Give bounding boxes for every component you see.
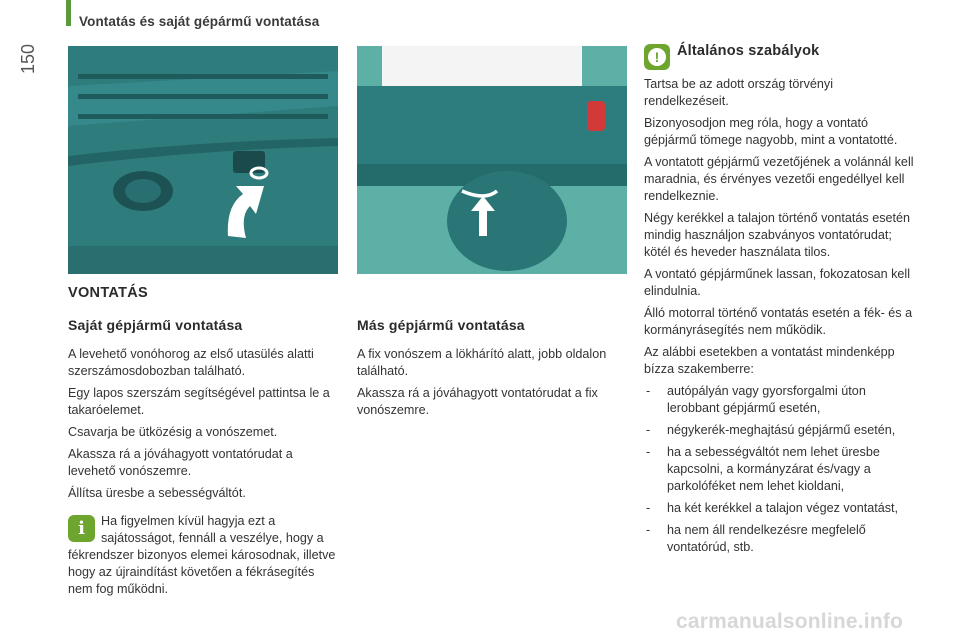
header-accent-bar	[66, 0, 71, 26]
list-item	[644, 522, 919, 556]
list-item-text: ha nem áll rendelkezésre megfelelő vontatórúd, stb.	[667, 523, 866, 554]
paragraph: A vontatott gépjármű vezetőjének a volánnál kell maradnia, és érvényes vezetői engedéllyel kell rendelkeznie.	[644, 155, 914, 203]
rear-bumper-illustration	[357, 46, 627, 274]
paragraph: Tartsa be az adott ország törvényi rendelkezéseit.	[644, 77, 834, 108]
list-item	[644, 422, 919, 439]
general-rules-title: Általános szabályok	[677, 43, 820, 59]
list-dash: -	[646, 523, 651, 537]
info-note-text: Ha figyelmen kívül hagyja ezt a sajátosságot, fennáll a veszélye, hogy a fékrendszer bizonyos elemei károsodnak, illetve hogy az újraindítást követően a fékrásegítés nem fog működni.	[68, 514, 336, 596]
other-vehicle-text	[357, 346, 632, 424]
paragraph: Négy kerékkel a talajon történő vontatás esetén mindig használjon szabványos vontatórudat; kötél és heveder használata tilos.	[644, 211, 911, 259]
list-dash: -	[646, 445, 651, 459]
list-item-text: négykerék-meghajtású gépjármű esetén,	[667, 423, 896, 437]
paragraph: Akassza rá a jóváhagyott vontatórudat a levehető vonószemre.	[68, 447, 293, 478]
own-vehicle-title: Saját gépjármű vontatása	[68, 317, 243, 333]
list-item-text: ha két kerékkel a talajon végez vontatást,	[667, 501, 899, 515]
warning-icon-glyph: !	[648, 48, 666, 66]
own-vehicle-text	[68, 346, 340, 507]
info-note	[68, 513, 340, 598]
list-item	[644, 383, 919, 417]
paragraph: Bizonyosodjon meg róla, hogy a vontató gépjármű tömege nagyobb, mint a vontatotté.	[644, 116, 898, 147]
general-rules-text	[644, 76, 919, 561]
page-number: 150	[18, 43, 38, 74]
list-item	[644, 444, 919, 495]
front-tow-eye-photo	[68, 46, 338, 274]
paragraph: Álló motorral történő vontatás esetén a fék- és a kormányrásegítés nem működik.	[644, 306, 913, 337]
paragraph: Állítsa üresbe a sebességváltót.	[68, 486, 246, 500]
section-title-towing: VONTATÁS	[68, 285, 148, 301]
paragraph: Akassza rá a jóváhagyott vontatórudat a fix vonószemre.	[357, 386, 598, 417]
list-item	[644, 500, 919, 517]
rear-tow-eye-photo	[357, 46, 627, 274]
watermark-text: carmanualsonline.info	[676, 610, 904, 633]
paragraph: Csavarja be ütközésig a vonószemet.	[68, 425, 278, 439]
paragraph: Az alábbi esetekben a vontatást mindenképp bízza szakemberre:	[644, 345, 895, 376]
paragraph: A fix vonószem a lökhárító alatt, jobb oldalon található.	[357, 347, 607, 378]
list-item-text: ha a sebességváltót nem lehet üresbe kapcsolni, a kormányzárat és/vagy a parkolóféket nem lehet kioldani,	[667, 445, 880, 493]
warning-icon	[644, 44, 670, 70]
paragraph: A vontató gépjárműnek lassan, fokozatosan kell elindulnia.	[644, 267, 911, 298]
list-dash: -	[646, 423, 651, 437]
info-icon: i	[68, 515, 95, 542]
page-header-title: Vontatás és saját gépármű vontatása	[79, 14, 320, 29]
paragraph: A levehető vonóhorog az első utasülés alatti szerszámosdobozban található.	[68, 347, 314, 378]
list-dash: -	[646, 501, 651, 515]
paragraph: Egy lapos szerszám segítségével pattintsa le a takaróelemet.	[68, 386, 330, 417]
other-vehicle-title: Más gépjármű vontatása	[357, 317, 525, 333]
specialist-cases-list	[644, 383, 919, 556]
list-dash: -	[646, 384, 651, 398]
front-bumper-illustration	[68, 46, 338, 274]
list-item-text: autópályán vagy gyorsforgalmi úton lerobbant gépjármű esetén,	[667, 384, 866, 415]
